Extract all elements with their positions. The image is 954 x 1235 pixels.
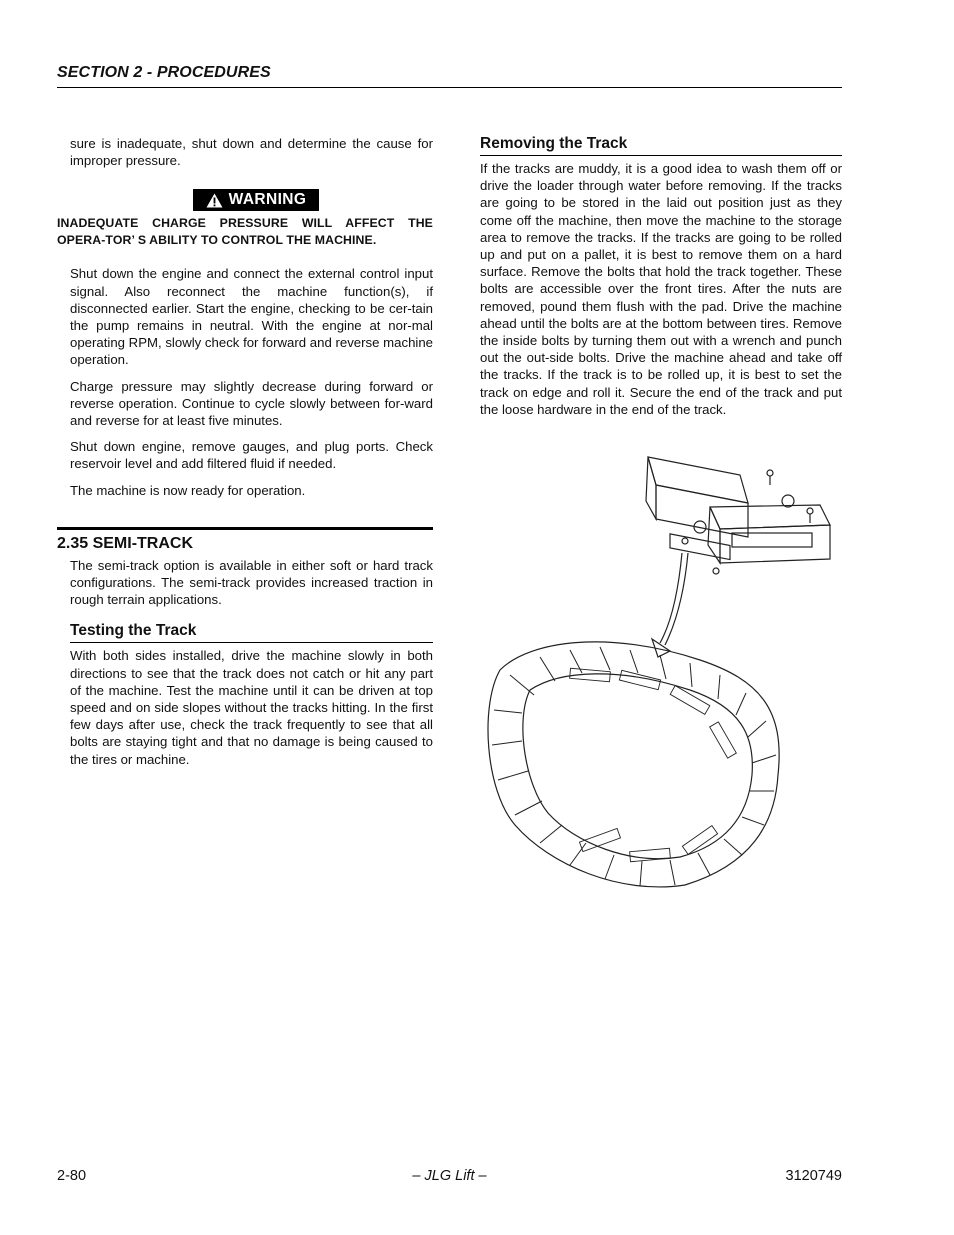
section-rule — [57, 527, 433, 530]
header-title: SECTION 2 - PROCEDURES — [57, 64, 271, 81]
paragraph-gauges: Shut down engine, remove gauges, and plug ports. Check reservoir level and add filtered fluid if needed. — [70, 439, 433, 472]
warning-text: INADEQUATE CHARGE PRESSURE WILL AFFECT THE OPERA-TOR’ S ABILITY TO CONTROL THE MACHINE. — [57, 216, 433, 248]
warning-banner — [193, 189, 319, 211]
page-header — [57, 64, 842, 88]
paragraph-ready: The machine is now ready for operation. — [70, 482, 306, 498]
intro-paragraph: sure is inadequate, shut down and determine the cause for improper pressure. — [70, 136, 433, 169]
testing-paragraph: With both sides installed, drive the machine slowly in both directions to see that the track does not catch or hit any part of the machine. Test the machine until it can be driven at top speed and on side slopes without the tracks hitting. In the first few days after use, check the track frequently to see that all bolts are staying tight and that no damage is being caused to the tires or machine. — [70, 648, 433, 767]
track-loop-assembled — [488, 642, 779, 887]
footer-center: – JLG Lift – — [412, 1168, 487, 1184]
left-column — [57, 135, 433, 768]
paragraph-shutdown: Shut down the engine and connect the external control input signal. Also reconnect the machine function(s), if disconnected earlier. Start the engine, checking to be cer-tain the pump remains in neutral. With the engine at nor-mal operating RPM, slowly check for forward and reverse machine operation. — [70, 266, 433, 368]
arrow-icon — [652, 553, 688, 657]
section-paragraph: The semi-track option is available in either soft or hard track configurations. The semi-track provides increased traction in rough terrain applications. — [70, 557, 433, 608]
section-title: 2.35 SEMI-TRACK — [57, 534, 194, 552]
testing-title: Testing the Track — [70, 622, 433, 643]
footer-doc-number: 3120749 — [785, 1168, 842, 1184]
footer-page-number: 2-80 — [57, 1168, 87, 1184]
track-link-exploded — [646, 457, 830, 574]
warning-triangle-icon — [206, 193, 223, 208]
semi-track-illustration — [470, 445, 850, 905]
right-column — [480, 135, 842, 418]
removing-paragraph: If the tracks are muddy, it is a good idea to wash them off or drive the loader through water before removing. If the tracks are going to be stored in the laid out position just as they come off the machine, then move the machine to the storage area to remove the tracks. If the tracks are going to be rolled up and put on a pallet, it is best to remove them on a hard surface. Remove the bolts that hold the track together. These bolts are accessible over the front tires. After the nuts are removed, pound them flush with the pad. Drive the machine ahead until the bolts are at the bottom between tires. Remove the inside bolts by turning them out with a wrench and punch out the out-side bolts. Drive the machine ahead and take off the tracks. If the track is to be rolled up, it is best to set the track on edge and roll it. Secure the end of the track and put the loose hardware in the end of the track. — [480, 161, 842, 417]
warning-label: WARNING — [228, 191, 307, 209]
paragraph-charge-pressure: Charge pressure may slightly decrease during forward or reverse operation. Continue to cycle slowly between for-ward and reverse for at least five minutes. — [70, 378, 433, 429]
removing-title: Removing the Track — [480, 135, 842, 156]
